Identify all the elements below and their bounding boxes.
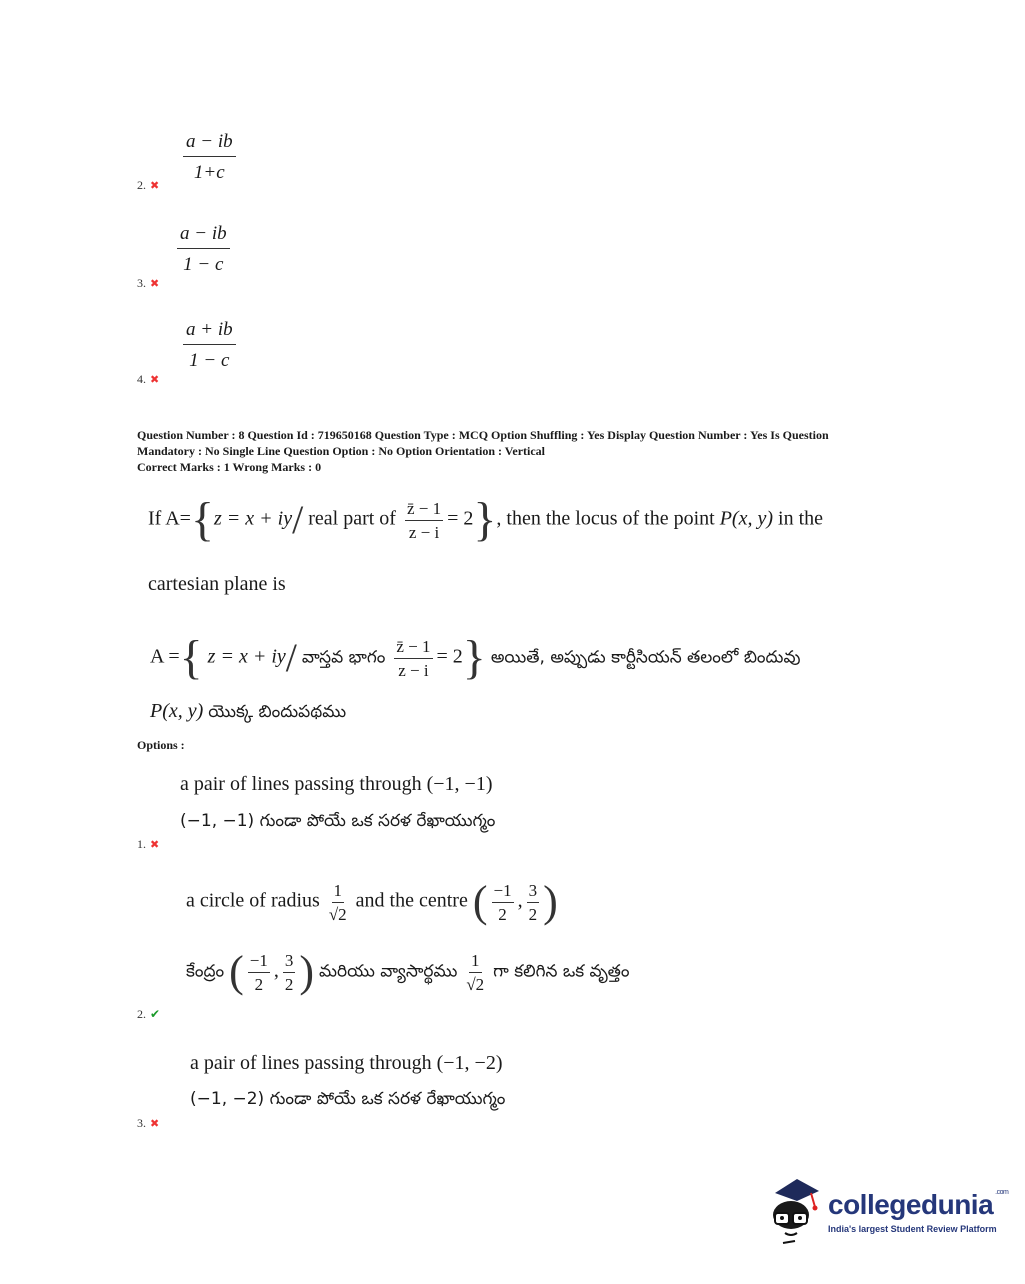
set-expression: z = x + iy [214, 507, 293, 530]
option-1-en: a pair of lines passing through (−1, −1) [180, 773, 493, 795]
wrong-icon: ✖ [150, 839, 160, 851]
option-3-en: a pair of lines passing through (−1, −2) [190, 1052, 503, 1074]
option-1-te: (−1, −1) గుండా పోయే ఒక సరళ రేఖాయుగ్మం [180, 811, 496, 831]
denominator: 1+c [193, 162, 225, 183]
wrong-icon: ✖ [150, 180, 160, 192]
wrong-icon: ✖ [150, 1118, 160, 1130]
centre-x-fraction: $\frac{-1}{2}$ [493, 880, 512, 924]
te-centre-x-fraction: $\frac{-1}{2}$ [249, 950, 268, 994]
question-te-fraction: $\frac{z̄ - 1}{z - i}$ [396, 636, 431, 680]
prev-option-3-fraction [177, 224, 230, 274]
meta-line-3: Correct Marks : 1 Wrong Marks : 0 [137, 460, 322, 474]
option-2-number: 2. ✔ [137, 1007, 161, 1021]
numerator: a − ib [177, 224, 230, 249]
question-fraction: $\frac{z̄ - 1}{z - i}$ [406, 498, 442, 542]
mascot-icon [765, 1175, 825, 1247]
denominator: 1 − c [183, 254, 224, 275]
prev-option-2-fraction [183, 132, 236, 182]
radius-fraction: $\frac{1}{√2}$ [328, 880, 347, 924]
options-label: Options : [137, 738, 185, 752]
numerator: a + ib [183, 320, 236, 345]
centre-y-fraction: $\frac{3}{2}$ [528, 880, 538, 924]
logo-wordmark: collegedunia $^{.com}$ [828, 1189, 1009, 1220]
wrong-icon: ✖ [150, 374, 160, 386]
option-3-number: 3. ✖ [137, 1116, 160, 1130]
meta-line-2: Mandatory : No Single Line Question Option : No Option Orientation : Vertical [137, 444, 546, 458]
wrong-icon: ✖ [150, 278, 160, 290]
prev-option-3-number: 3. ✖ [137, 276, 160, 290]
option-3-te: (−1, −2) గుండా పోయే ఒక సరళ రేఖాయుగ్మం [190, 1089, 506, 1109]
question-en-line-1: If A={z = x + iy/ real part of $\frac{z̄ - 1}{z - i}$ = 2}, then the locus of the point P(x, y) in the [148, 493, 824, 546]
option-2-en: a circle of radius $\frac{1}{√2}$ and the centre ( $\frac{-1}{2}$ , $\frac{3}{2}$ ) [186, 877, 558, 926]
prev-option-4-number: 4. ✖ [137, 372, 160, 386]
numerator: a − ib [183, 132, 236, 157]
correct-icon: ✔ [150, 1007, 161, 1021]
logo-tagline: India's largest Student Review Platform [828, 1224, 997, 1234]
question-en-line-2: cartesian plane is [148, 573, 286, 595]
question-te-line-2: P(x, y) యొక్క బిందుపథము [150, 700, 347, 722]
te-centre-y-fraction: $\frac{3}{2}$ [284, 950, 294, 994]
question-meta [137, 427, 897, 475]
te-radius-fraction: $\frac{1}{√2}$ [466, 950, 485, 994]
prev-option-4-fraction [183, 320, 236, 370]
option-1-number: 1. ✖ [137, 837, 160, 851]
option-2-te: కేంద్రం ( $\frac{-1}{2}$ , $\frac{3}{2}$ ) మరియు వ్యాసార్థము $\frac{1}{√2}$ గా కలిగిన ఒక వృత్తం [186, 947, 630, 996]
collegedunia-logo[interactable] [765, 1175, 1009, 1247]
question-te-line-1: A ={ z = x + iy/ వాస్తవ భాగం $\frac{z̄ - 1}{z - i}$ = 2} అయితే, అప్పుడు కార్టీసియన్ తలంలో బిందువు [150, 631, 801, 684]
denominator: 1 − c [189, 350, 230, 371]
prev-option-2-number: 2. ✖ [137, 178, 160, 192]
meta-line-1: Question Number : 8 Question Id : 719650168 Question Type : MCQ Option Shuffling : Yes Display Question Number : Yes Is Question [137, 428, 829, 442]
